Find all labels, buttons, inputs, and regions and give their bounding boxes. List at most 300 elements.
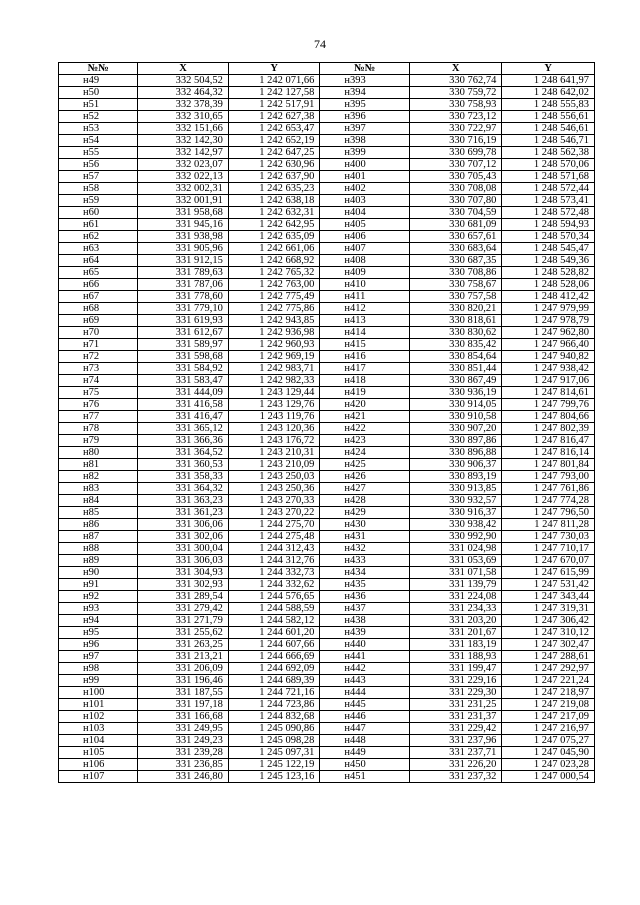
column-header-x: X [409, 63, 502, 75]
x-coordinate-cell: 331 139,79 [409, 579, 502, 591]
point-number-cell: н403 [320, 195, 410, 207]
table-row [59, 99, 595, 111]
y-coordinate-cell: 1 247 814,61 [502, 387, 595, 399]
point-number-cell: н447 [320, 723, 410, 735]
point-number-cell: н88 [59, 543, 138, 555]
point-number-cell: н423 [320, 435, 410, 447]
y-coordinate-cell: 1 242 653,47 [228, 123, 320, 135]
point-number-cell: н99 [59, 675, 138, 687]
y-coordinate-cell: 1 242 969,19 [228, 351, 320, 363]
table-row [59, 543, 595, 555]
point-number-cell: н404 [320, 207, 410, 219]
x-coordinate-cell: 331 249,23 [138, 735, 229, 747]
x-coordinate-cell: 331 366,36 [138, 435, 229, 447]
x-coordinate-cell: 330 897,86 [409, 435, 502, 447]
x-coordinate-cell: 330 938,42 [409, 519, 502, 531]
point-number-cell: н96 [59, 639, 138, 651]
table-row [59, 471, 595, 483]
x-coordinate-cell: 331 360,53 [138, 459, 229, 471]
x-coordinate-cell: 330 723,12 [409, 111, 502, 123]
x-coordinate-cell: 331 912,15 [138, 255, 229, 267]
point-number-cell: н425 [320, 459, 410, 471]
table-row [59, 351, 595, 363]
x-coordinate-cell: 331 416,47 [138, 411, 229, 423]
y-coordinate-cell: 1 242 635,23 [228, 183, 320, 195]
point-number-cell: н413 [320, 315, 410, 327]
point-number-cell: н74 [59, 375, 138, 387]
x-coordinate-cell: 331 583,47 [138, 375, 229, 387]
y-coordinate-cell: 1 247 917,06 [502, 375, 595, 387]
x-coordinate-cell: 331 071,58 [409, 567, 502, 579]
table-row [59, 639, 595, 651]
point-number-cell: н54 [59, 135, 138, 147]
x-coordinate-cell: 330 893,19 [409, 471, 502, 483]
y-coordinate-cell: 1 247 302,47 [502, 639, 595, 651]
x-coordinate-cell: 331 229,30 [409, 687, 502, 699]
point-number-cell: н51 [59, 99, 138, 111]
y-coordinate-cell: 1 247 804,66 [502, 411, 595, 423]
point-number-cell: н90 [59, 567, 138, 579]
point-number-cell: н102 [59, 711, 138, 723]
y-coordinate-cell: 1 248 528,06 [502, 279, 595, 291]
point-number-cell: н106 [59, 759, 138, 771]
y-coordinate-cell: 1 247 288,61 [502, 651, 595, 663]
table-row [59, 423, 595, 435]
x-coordinate-cell: 331 237,96 [409, 735, 502, 747]
y-coordinate-cell: 1 248 572,48 [502, 207, 595, 219]
table-row [59, 375, 595, 387]
point-number-cell: н68 [59, 303, 138, 315]
y-coordinate-cell: 1 247 306,42 [502, 615, 595, 627]
x-coordinate-cell: 331 231,25 [409, 699, 502, 711]
table-row [59, 75, 595, 87]
point-number-cell: н76 [59, 399, 138, 411]
table-row [59, 663, 595, 675]
table-row [59, 519, 595, 531]
point-number-cell: н95 [59, 627, 138, 639]
y-coordinate-cell: 1 247 023,28 [502, 759, 595, 771]
x-coordinate-cell: 330 851,44 [409, 363, 502, 375]
y-coordinate-cell: 1 247 000,54 [502, 771, 595, 783]
table-row [59, 243, 595, 255]
x-coordinate-cell: 330 757,58 [409, 291, 502, 303]
y-coordinate-cell: 1 242 765,32 [228, 267, 320, 279]
x-coordinate-cell: 332 378,39 [138, 99, 229, 111]
x-coordinate-cell: 332 310,65 [138, 111, 229, 123]
y-coordinate-cell: 1 243 119,76 [228, 411, 320, 423]
x-coordinate-cell: 331 358,33 [138, 471, 229, 483]
x-coordinate-cell: 330 854,64 [409, 351, 502, 363]
x-coordinate-cell: 330 916,37 [409, 507, 502, 519]
point-number-cell: н444 [320, 687, 410, 699]
table-row [59, 195, 595, 207]
x-coordinate-cell: 330 705,43 [409, 171, 502, 183]
point-number-cell: н400 [320, 159, 410, 171]
y-coordinate-cell: 1 247 979,99 [502, 303, 595, 315]
point-number-cell: н98 [59, 663, 138, 675]
y-coordinate-cell: 1 244 666,69 [228, 651, 320, 663]
x-coordinate-cell: 330 936,19 [409, 387, 502, 399]
y-coordinate-cell: 1 247 978,79 [502, 315, 595, 327]
x-coordinate-cell: 331 166,68 [138, 711, 229, 723]
x-coordinate-cell: 331 188,93 [409, 651, 502, 663]
table-row [59, 507, 595, 519]
point-number-cell: н85 [59, 507, 138, 519]
y-coordinate-cell: 1 247 670,07 [502, 555, 595, 567]
point-number-cell: н82 [59, 471, 138, 483]
x-coordinate-cell: 331 237,32 [409, 771, 502, 783]
x-coordinate-cell: 330 830,62 [409, 327, 502, 339]
y-coordinate-cell: 1 244 601,20 [228, 627, 320, 639]
point-number-cell: н52 [59, 111, 138, 123]
point-number-cell: н431 [320, 531, 410, 543]
y-coordinate-cell: 1 242 630,96 [228, 159, 320, 171]
x-coordinate-cell: 331 236,85 [138, 759, 229, 771]
x-coordinate-cell: 332 002,31 [138, 183, 229, 195]
y-coordinate-cell: 1 244 607,66 [228, 639, 320, 651]
point-number-cell: н69 [59, 315, 138, 327]
y-coordinate-cell: 1 245 090,86 [228, 723, 320, 735]
x-coordinate-cell: 331 053,69 [409, 555, 502, 567]
y-coordinate-cell: 1 248 642,02 [502, 87, 595, 99]
y-coordinate-cell: 1 244 312,43 [228, 543, 320, 555]
x-coordinate-cell: 331 199,47 [409, 663, 502, 675]
point-number-cell: н71 [59, 339, 138, 351]
y-coordinate-cell: 1 242 127,58 [228, 87, 320, 99]
y-coordinate-cell: 1 248 545,47 [502, 243, 595, 255]
table-row [59, 87, 595, 99]
y-coordinate-cell: 1 248 594,93 [502, 219, 595, 231]
table-row [59, 723, 595, 735]
x-coordinate-cell: 331 229,16 [409, 675, 502, 687]
x-coordinate-cell: 331 249,95 [138, 723, 229, 735]
x-coordinate-cell: 330 708,86 [409, 267, 502, 279]
table-row [59, 459, 595, 471]
x-coordinate-cell: 331 231,37 [409, 711, 502, 723]
point-number-cell: н83 [59, 483, 138, 495]
x-coordinate-cell: 331 302,06 [138, 531, 229, 543]
x-coordinate-cell: 330 914,05 [409, 399, 502, 411]
x-coordinate-cell: 331 201,67 [409, 627, 502, 639]
x-coordinate-cell: 330 707,12 [409, 159, 502, 171]
y-coordinate-cell: 1 248 571,68 [502, 171, 595, 183]
y-coordinate-cell: 1 248 562,38 [502, 147, 595, 159]
y-coordinate-cell: 1 243 250,36 [228, 483, 320, 495]
x-coordinate-cell: 332 142,30 [138, 135, 229, 147]
y-coordinate-cell: 1 247 962,80 [502, 327, 595, 339]
point-number-cell: н80 [59, 447, 138, 459]
point-number-cell: н419 [320, 387, 410, 399]
y-coordinate-cell: 1 242 936,98 [228, 327, 320, 339]
x-coordinate-cell: 331 279,42 [138, 603, 229, 615]
table-row [59, 711, 595, 723]
x-coordinate-cell: 330 683,64 [409, 243, 502, 255]
x-coordinate-cell: 330 932,57 [409, 495, 502, 507]
y-coordinate-cell: 1 244 582,12 [228, 615, 320, 627]
point-number-cell: н56 [59, 159, 138, 171]
y-coordinate-cell: 1 247 615,99 [502, 567, 595, 579]
point-number-cell: н399 [320, 147, 410, 159]
point-number-cell: н433 [320, 555, 410, 567]
x-coordinate-cell: 330 716,19 [409, 135, 502, 147]
x-coordinate-cell: 330 707,80 [409, 195, 502, 207]
x-coordinate-cell: 331 197,18 [138, 699, 229, 711]
y-coordinate-cell: 1 243 250,03 [228, 471, 320, 483]
point-number-cell: н432 [320, 543, 410, 555]
point-number-cell: н89 [59, 555, 138, 567]
table-row [59, 591, 595, 603]
point-number-cell: н443 [320, 675, 410, 687]
y-coordinate-cell: 1 244 332,62 [228, 579, 320, 591]
table-row [59, 123, 595, 135]
point-number-cell: н50 [59, 87, 138, 99]
y-coordinate-cell: 1 245 098,28 [228, 735, 320, 747]
table-row [59, 699, 595, 711]
table-row [59, 267, 595, 279]
x-coordinate-cell: 331 300,04 [138, 543, 229, 555]
table-row [59, 555, 595, 567]
point-number-cell: н421 [320, 411, 410, 423]
point-number-cell: н442 [320, 663, 410, 675]
point-number-cell: н427 [320, 483, 410, 495]
table-row [59, 483, 595, 495]
point-number-cell: н416 [320, 351, 410, 363]
x-coordinate-cell: 331 213,21 [138, 651, 229, 663]
x-coordinate-cell: 331 024,98 [409, 543, 502, 555]
x-coordinate-cell: 331 234,33 [409, 603, 502, 615]
y-coordinate-cell: 1 247 799,76 [502, 399, 595, 411]
y-coordinate-cell: 1 247 730,03 [502, 531, 595, 543]
point-number-cell: н91 [59, 579, 138, 591]
table-row [59, 255, 595, 267]
y-coordinate-cell: 1 243 120,36 [228, 423, 320, 435]
point-number-cell: н393 [320, 75, 410, 87]
y-coordinate-cell: 1 244 723,86 [228, 699, 320, 711]
table-row [59, 495, 595, 507]
point-number-cell: н104 [59, 735, 138, 747]
y-coordinate-cell: 1 248 546,61 [502, 123, 595, 135]
x-coordinate-cell: 331 206,09 [138, 663, 229, 675]
y-coordinate-cell: 1 242 635,09 [228, 231, 320, 243]
point-number-cell: н84 [59, 495, 138, 507]
y-coordinate-cell: 1 242 763,00 [228, 279, 320, 291]
x-coordinate-cell: 331 187,55 [138, 687, 229, 699]
y-coordinate-cell: 1 247 774,28 [502, 495, 595, 507]
y-coordinate-cell: 1 247 816,47 [502, 435, 595, 447]
point-number-cell: н87 [59, 531, 138, 543]
point-number-cell: н81 [59, 459, 138, 471]
point-number-cell: н58 [59, 183, 138, 195]
y-coordinate-cell: 1 242 943,85 [228, 315, 320, 327]
table-row [59, 147, 595, 159]
point-number-cell: н67 [59, 291, 138, 303]
x-coordinate-cell: 330 818,61 [409, 315, 502, 327]
x-coordinate-cell: 330 910,58 [409, 411, 502, 423]
x-coordinate-cell: 331 598,68 [138, 351, 229, 363]
x-coordinate-cell: 330 835,42 [409, 339, 502, 351]
y-coordinate-cell: 1 247 938,42 [502, 363, 595, 375]
point-number-cell: н70 [59, 327, 138, 339]
point-number-cell: н61 [59, 219, 138, 231]
point-number-cell: н78 [59, 423, 138, 435]
table-row [59, 627, 595, 639]
y-coordinate-cell: 1 244 588,59 [228, 603, 320, 615]
point-number-cell: н64 [59, 255, 138, 267]
point-number-cell: н66 [59, 279, 138, 291]
x-coordinate-cell: 331 246,80 [138, 771, 229, 783]
x-coordinate-cell: 331 589,97 [138, 339, 229, 351]
point-number-cell: н63 [59, 243, 138, 255]
point-number-cell: н424 [320, 447, 410, 459]
point-number-cell: н417 [320, 363, 410, 375]
y-coordinate-cell: 1 243 176,72 [228, 435, 320, 447]
point-number-cell: н409 [320, 267, 410, 279]
y-coordinate-cell: 1 247 343,44 [502, 591, 595, 603]
y-coordinate-cell: 1 243 129,44 [228, 387, 320, 399]
y-coordinate-cell: 1 243 129,76 [228, 399, 320, 411]
y-coordinate-cell: 1 242 647,25 [228, 147, 320, 159]
y-coordinate-cell: 1 242 960,93 [228, 339, 320, 351]
y-coordinate-cell: 1 244 312,76 [228, 555, 320, 567]
point-number-cell: н430 [320, 519, 410, 531]
y-coordinate-cell: 1 242 071,66 [228, 75, 320, 87]
x-coordinate-cell: 330 867,49 [409, 375, 502, 387]
y-coordinate-cell: 1 247 045,90 [502, 747, 595, 759]
y-coordinate-cell: 1 248 549,36 [502, 255, 595, 267]
y-coordinate-cell: 1 248 556,61 [502, 111, 595, 123]
y-coordinate-cell: 1 248 555,83 [502, 99, 595, 111]
x-coordinate-cell: 330 907,20 [409, 423, 502, 435]
y-coordinate-cell: 1 245 122,19 [228, 759, 320, 771]
point-number-cell: н434 [320, 567, 410, 579]
point-number-cell: н53 [59, 123, 138, 135]
point-number-cell: н92 [59, 591, 138, 603]
y-coordinate-cell: 1 247 221,24 [502, 675, 595, 687]
point-number-cell: н79 [59, 435, 138, 447]
point-number-cell: н411 [320, 291, 410, 303]
table-row [59, 435, 595, 447]
x-coordinate-cell: 330 687,35 [409, 255, 502, 267]
y-coordinate-cell: 1 247 219,08 [502, 699, 595, 711]
point-number-cell: н62 [59, 231, 138, 243]
x-coordinate-cell: 331 938,98 [138, 231, 229, 243]
y-coordinate-cell: 1 248 528,82 [502, 267, 595, 279]
y-coordinate-cell: 1 247 292,97 [502, 663, 595, 675]
point-number-cell: н72 [59, 351, 138, 363]
x-coordinate-cell: 331 945,16 [138, 219, 229, 231]
point-number-cell: н94 [59, 615, 138, 627]
y-coordinate-cell: 1 247 801,84 [502, 459, 595, 471]
point-number-cell: н440 [320, 639, 410, 651]
x-coordinate-cell: 331 958,68 [138, 207, 229, 219]
x-coordinate-cell: 330 896,88 [409, 447, 502, 459]
table-row [59, 327, 595, 339]
x-coordinate-cell: 330 681,09 [409, 219, 502, 231]
x-coordinate-cell: 331 365,12 [138, 423, 229, 435]
y-coordinate-cell: 1 244 332,73 [228, 567, 320, 579]
y-coordinate-cell: 1 244 832,68 [228, 711, 320, 723]
x-coordinate-cell: 331 779,10 [138, 303, 229, 315]
point-number-cell: н426 [320, 471, 410, 483]
y-coordinate-cell: 1 247 216,97 [502, 723, 595, 735]
x-coordinate-cell: 331 789,63 [138, 267, 229, 279]
x-coordinate-cell: 331 364,52 [138, 447, 229, 459]
y-coordinate-cell: 1 244 275,48 [228, 531, 320, 543]
y-coordinate-cell: 1 242 517,91 [228, 99, 320, 111]
table-row [59, 231, 595, 243]
y-coordinate-cell: 1 242 775,86 [228, 303, 320, 315]
point-number-cell: н59 [59, 195, 138, 207]
table-row [59, 651, 595, 663]
y-coordinate-cell: 1 248 573,41 [502, 195, 595, 207]
x-coordinate-cell: 332 001,91 [138, 195, 229, 207]
x-coordinate-cell: 330 708,08 [409, 183, 502, 195]
table-row [59, 735, 595, 747]
table-header-row [59, 63, 595, 75]
x-coordinate-cell: 330 704,59 [409, 207, 502, 219]
point-number-cell: н77 [59, 411, 138, 423]
point-number-cell: н398 [320, 135, 410, 147]
y-coordinate-cell: 1 247 319,31 [502, 603, 595, 615]
x-coordinate-cell: 330 906,37 [409, 459, 502, 471]
column-header-x: X [138, 63, 229, 75]
point-number-cell: н406 [320, 231, 410, 243]
x-coordinate-cell: 331 905,96 [138, 243, 229, 255]
y-coordinate-cell: 1 248 412,42 [502, 291, 595, 303]
table-body [59, 75, 595, 783]
point-number-cell: н401 [320, 171, 410, 183]
y-coordinate-cell: 1 247 816,14 [502, 447, 595, 459]
x-coordinate-cell: 331 183,19 [409, 639, 502, 651]
y-coordinate-cell: 1 247 811,28 [502, 519, 595, 531]
y-coordinate-cell: 1 245 123,16 [228, 771, 320, 783]
x-coordinate-cell: 331 306,06 [138, 519, 229, 531]
table-row [59, 531, 595, 543]
x-coordinate-cell: 330 758,93 [409, 99, 502, 111]
point-number-cell: н414 [320, 327, 410, 339]
point-number-cell: н396 [320, 111, 410, 123]
x-coordinate-cell: 331 787,06 [138, 279, 229, 291]
table-row [59, 603, 595, 615]
x-coordinate-cell: 331 361,23 [138, 507, 229, 519]
table-row [59, 771, 595, 783]
x-coordinate-cell: 331 224,08 [409, 591, 502, 603]
x-coordinate-cell: 331 306,03 [138, 555, 229, 567]
y-coordinate-cell: 1 242 668,92 [228, 255, 320, 267]
column-header-point-number: №№ [59, 63, 138, 75]
table-row [59, 111, 595, 123]
point-number-cell: н107 [59, 771, 138, 783]
point-number-cell: н65 [59, 267, 138, 279]
y-coordinate-cell: 1 244 692,09 [228, 663, 320, 675]
x-coordinate-cell: 332 464,32 [138, 87, 229, 99]
point-number-cell: н450 [320, 759, 410, 771]
x-coordinate-cell: 330 758,67 [409, 279, 502, 291]
x-coordinate-cell: 331 444,09 [138, 387, 229, 399]
y-coordinate-cell: 1 247 796,50 [502, 507, 595, 519]
x-coordinate-cell: 331 263,25 [138, 639, 229, 651]
table-row [59, 363, 595, 375]
x-coordinate-cell: 331 364,32 [138, 483, 229, 495]
x-coordinate-cell: 331 239,28 [138, 747, 229, 759]
y-coordinate-cell: 1 247 793,00 [502, 471, 595, 483]
y-coordinate-cell: 1 242 637,90 [228, 171, 320, 183]
y-coordinate-cell: 1 244 576,65 [228, 591, 320, 603]
table-row [59, 207, 595, 219]
y-coordinate-cell: 1 242 627,38 [228, 111, 320, 123]
point-number-cell: н408 [320, 255, 410, 267]
x-coordinate-cell: 331 237,71 [409, 747, 502, 759]
